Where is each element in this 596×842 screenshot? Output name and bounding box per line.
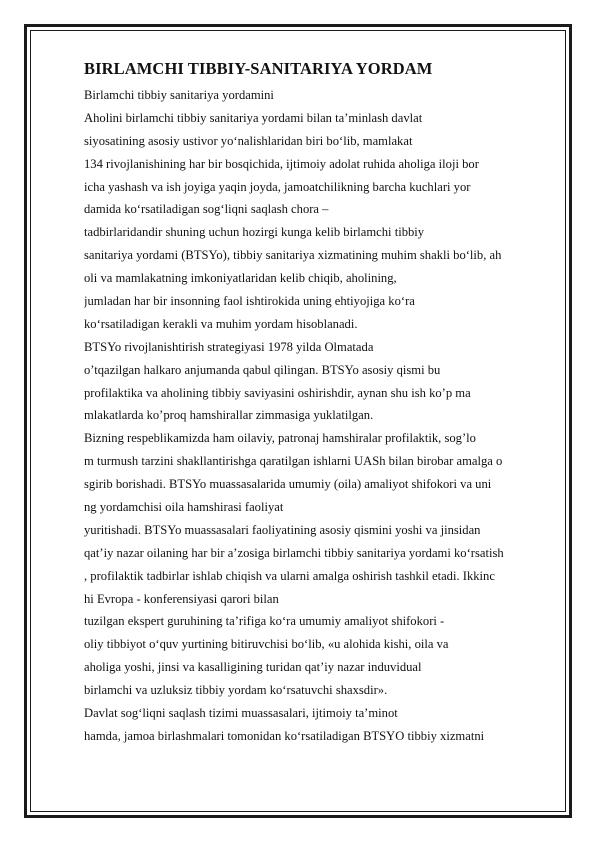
text-line: tuzilgan ekspert guruhining ta’rifiga ko‘ra umumiy amaliyot shifokori - [84,614,445,629]
text-line: o’tqazilgan halkaro anjumanda qabul qilingan. BTSYo asosiy qismi bu [84,362,441,377]
text-line: hamda, jamoa birlashmalari tomonidan ko‘rsatiladigan BTSYO tibbiy xizmatni [84,728,485,743]
text-line: profilaktika va aholining tibbiy saviyasini oshirishdir, aynan shu ish ko’p ma [84,385,471,400]
text-line: 134 rivojlanishining har bir bosqichida, ijtimoiy adolat ruhida aholiga iloji bor [84,156,479,171]
text-line: birlamchi va uzluksiz tibbiy yordam ko‘rsatuvchi shaxsdir». [84,683,388,698]
text-line: hi Evropa - konferensiyasi qarori bilan [84,591,279,606]
text-line: icha yashash va ish joyiga yaqin joyda, jamoatchilikning barcha kuchlari yor [84,179,471,194]
text-line: qat’iy nazar oilaning har bir a’zosiga birlamchi tibbiy sanitariya yordami ko‘rsatish [84,545,504,560]
text-line: aholiga yoshi, jinsi va kasalligining turidan qat’iy nazar induvidual [84,660,422,675]
text-line: Aholini birlamchi tibbiy sanitariya yordami bilan ta’minlash davlat [84,110,423,125]
text-line: ng yordamchisi oila hamshirasi faoliyat [84,500,284,515]
text-line: ko‘rsatiladigan kerakli va muhim yordam hisoblanadi. [84,316,358,331]
text-line: damida ko‘rsatiladigan sog‘liqni saqlash chora – [84,202,329,217]
text-line: mlakatlarda ko’proq hamshirallar zimmasiga yuklatilgan. [84,408,374,423]
text-line: yuritishadi. BTSYo muassasalari faoliyatining asosiy qismini yoshi va jinsidan [84,522,481,537]
document-body [84,58,552,748]
text-line: Bizning respeblikamizda ham oilaviy, patronaj hamshiralar profilaktik, sog’lo [84,431,476,446]
text-line: sgirib borishadi. BTSYo muassasalarida umumiy (oila) amaliyot shifokori va uni [84,477,492,492]
document-title: BIRLAMCHI TIBBIY-SANITARIYA YORDAM [84,59,433,78]
text-line: tadbirlaridandir shuning uchun hozirgi kunga kelib birlamchi tibbiy [84,225,425,240]
text-line: m turmush tarzini shakllantirishga qaratilgan ishlarni UASh bilan birobar amalga o [84,454,503,469]
text-line: BTSYo rivojlanishtirish strategiyasi 1978 yilda Olmatada [84,339,374,354]
text-line: Davlat sog‘liqni saqlash tizimi muassasalari, ijtimoiy ta’minot [84,706,398,721]
text-line: Birlamchi tibbiy sanitariya yordamini [84,88,274,102]
text-line: oliy tibbiyot o‘quv yurtining bitiruvchisi bo‘lib, «u alohida kishi, oila va [84,637,449,652]
text-line: jumladan har bir insonning faol ishtirokida uning ehtiyojiga ko‘ra [84,294,415,309]
text-line: oli va mamlakatning imkoniyatlaridan kelib chiqib, aholining, [84,271,397,286]
text-line: siyosatining asosiy ustivor yo‘nalishlaridan biri bo‘lib, mamlakat [84,133,413,148]
document-text [84,84,552,748]
text-line: , profilaktik tadbirlar ishlab chiqish va ularni amalga oshirish tashkil etadi. Ikkinc [84,568,495,583]
text-line: sanitariya yordami (BTSYo), tibbiy sanitariya xizmatining muhim shakli bo‘lib, ah [84,248,502,263]
